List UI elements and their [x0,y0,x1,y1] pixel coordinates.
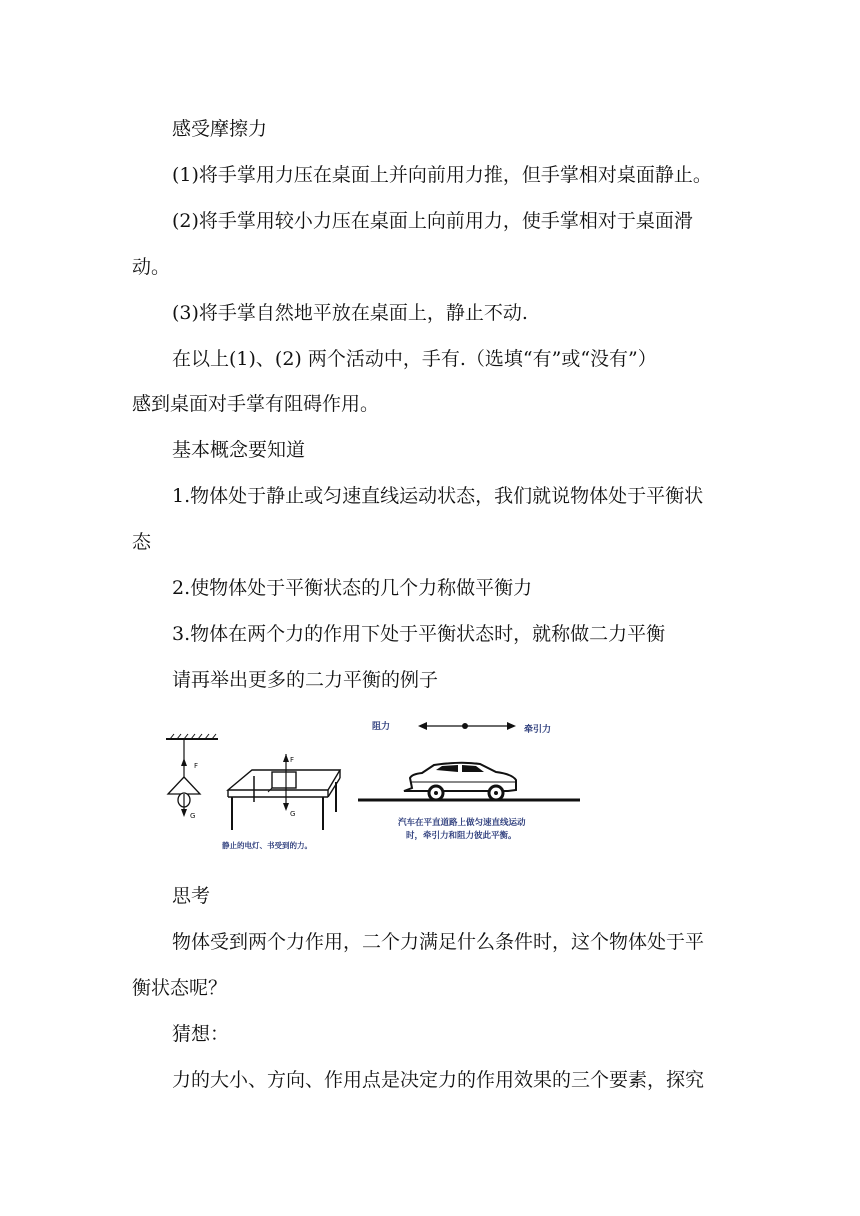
heading-feel-friction: 感受摩擦力 [172,118,268,140]
right-caption-line2: 时，牵引力和阻力彼此平衡。 [406,831,517,841]
traction-label: 牵引力 [524,725,552,735]
resistance-label: 阻力 [372,722,391,732]
car-forces-diagram [358,720,580,800]
left-caption: 静止的电灯、书受到的力。 [222,841,312,850]
think-question-line1: 物体受到两个力作用，二个力满足什么条件时，这个物体处于平 [172,931,705,953]
right-caption-line1: 汽车在平直道路上做匀速直线运动 [398,818,526,828]
examples-prompt: 请再举出更多的二力平衡的例子 [172,669,439,691]
lamp-force-f-label: F [194,762,199,770]
book-gravity-g-label: G [290,810,296,818]
concept-2: 2.使物体处于平衡状态的几个力称做平衡力 [172,577,533,599]
book-on-table-diagram [228,754,340,830]
hanging-lamp-diagram [166,734,218,820]
activity-1: (1)将手掌用力压在桌面上并向前用力推，但手掌相对桌面静止。 [172,164,712,186]
lamp-gravity-g-label: G [190,812,196,820]
concept-3: 3.物体在两个力的作用下处于平衡状态时，就称做二力平衡 [172,623,666,645]
question-line1: 在以上(1)、(2) 两个活动中，手有.（选填“有”或“没有”） [172,348,657,370]
activity-3: (3)将手掌自然地平放在桌面上，静止不动. [172,302,528,324]
activity-2-line1: (2)将手掌用较小力压在桌面上向前用力，使手掌相对于桌面滑 [172,210,693,232]
think-question-line2: 衡状态呢？ [132,977,228,999]
concept-1-line1: 1.物体处于静止或匀速直线运动状态，我们就说物体处于平衡状 [172,485,704,507]
balanced-forces-figure [160,712,590,860]
guess-line1: 力的大小、方向、作用点是决定力的作用效果的三个要素，探究 [172,1069,705,1091]
figure-drawing [160,712,590,860]
heading-think: 思考 [172,885,211,907]
heading-basic-concepts: 基本概念要知道 [172,439,306,461]
activity-2-line2: 动。 [132,256,171,278]
guess-heading: 猜想： [172,1023,230,1045]
book-force-f-label: F [290,756,295,764]
question-line2: 感到桌面对手掌有阻碍作用。 [132,393,380,415]
concept-1-line2: 态 [132,531,152,553]
